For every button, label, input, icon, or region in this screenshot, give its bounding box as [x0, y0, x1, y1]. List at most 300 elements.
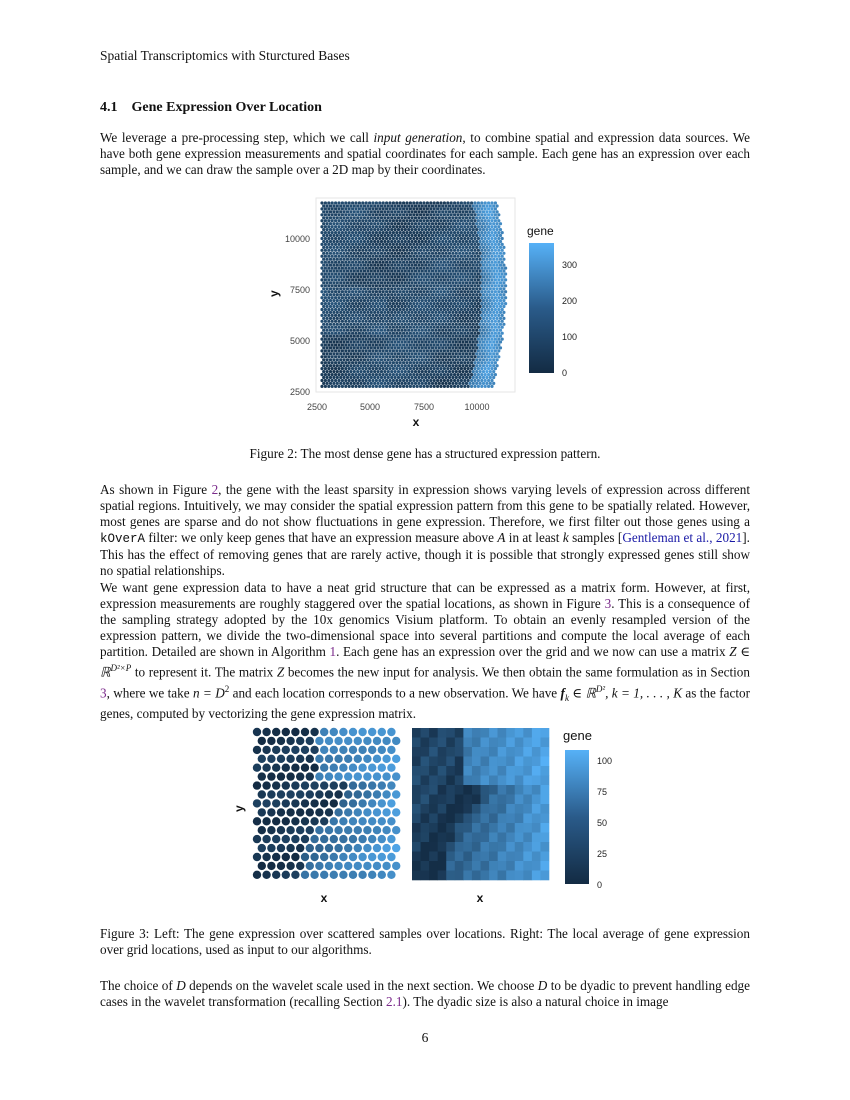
spot: [392, 237, 395, 240]
spot: [327, 361, 330, 364]
spot: [429, 355, 432, 358]
spot: [438, 275, 441, 278]
spot: [445, 204, 448, 207]
spot: [395, 326, 398, 329]
spot: [349, 728, 357, 736]
spot: [502, 264, 505, 267]
spot: [441, 299, 444, 302]
spot: [344, 326, 347, 329]
spot: [370, 287, 373, 290]
spot: [348, 213, 351, 216]
spot: [417, 352, 420, 355]
spot: [424, 287, 427, 290]
spot: [332, 329, 335, 332]
grid-cell: [463, 871, 472, 881]
spot: [472, 311, 475, 314]
spot: [439, 320, 442, 323]
spot: [445, 346, 448, 349]
spot: [394, 264, 397, 267]
spot: [497, 243, 500, 246]
spot: [443, 267, 446, 270]
spot: [475, 358, 478, 361]
grid-cell: [506, 833, 515, 843]
spot: [496, 293, 499, 296]
spot: [354, 737, 362, 745]
spot: [462, 210, 465, 213]
spot: [394, 240, 397, 243]
text: We want gene expression data to have a neat grid structure that can be expressed as a matrix form. However, at first, expression measurements are roughly staggered over the spatial locations, as shown in Figure: [100, 580, 750, 612]
grid-cell: [412, 823, 421, 833]
spot: [475, 293, 478, 296]
spot: [443, 272, 446, 275]
spot: [351, 290, 354, 293]
spot: [258, 826, 266, 834]
spot: [375, 261, 378, 264]
spot: [339, 781, 347, 789]
spot: [497, 349, 500, 352]
spot: [329, 346, 332, 349]
spot: [411, 352, 414, 355]
spot: [490, 349, 493, 352]
spot: [434, 352, 437, 355]
spot: [421, 358, 424, 361]
spot: [320, 764, 328, 772]
spot: [363, 311, 366, 314]
spot: [494, 201, 497, 204]
spot: [322, 305, 325, 308]
algorithm-link[interactable]: 1: [329, 644, 337, 660]
spot: [438, 364, 441, 367]
citation-link[interactable]: Gentleman et al., 2021: [622, 530, 743, 546]
spot: [387, 264, 390, 267]
spot: [421, 234, 424, 237]
grid-cell: [455, 833, 464, 843]
spot: [385, 231, 388, 234]
spot: [473, 379, 476, 382]
spot: [320, 361, 323, 364]
spot: [467, 361, 470, 364]
spot: [407, 340, 410, 343]
spot: [448, 340, 451, 343]
legend-tick: 0: [562, 368, 568, 378]
spot: [348, 355, 351, 358]
spot: [395, 201, 398, 204]
spot: [407, 281, 410, 284]
spot: [337, 361, 340, 364]
spot: [385, 278, 388, 281]
grid-cell: [515, 766, 524, 776]
spot: [380, 358, 383, 361]
spot: [455, 275, 458, 278]
spot: [344, 308, 347, 311]
spot: [407, 299, 410, 302]
spot: [334, 278, 337, 281]
spot: [349, 222, 352, 225]
spot: [324, 320, 327, 323]
spot: [327, 201, 330, 204]
grid-cell: [498, 852, 507, 862]
spot: [387, 299, 390, 302]
spot: [453, 237, 456, 240]
figure-link[interactable]: 3: [604, 596, 612, 612]
spot: [368, 201, 371, 204]
spot: [492, 264, 495, 267]
spot: [402, 219, 405, 222]
spot: [395, 355, 398, 358]
section-link[interactable]: 2.1: [386, 994, 403, 1010]
spot: [402, 267, 405, 270]
spot: [349, 210, 352, 213]
spot: [397, 311, 400, 314]
grid-cell: [472, 823, 481, 833]
grid-cell: [489, 823, 498, 833]
spot: [465, 252, 468, 255]
spot: [346, 240, 349, 243]
spot: [332, 317, 335, 320]
spot: [468, 222, 471, 225]
spot: [479, 216, 482, 219]
spot: [286, 844, 294, 852]
spot: [327, 219, 330, 222]
spot: [332, 305, 335, 308]
spot: [351, 255, 354, 258]
spot: [377, 346, 380, 349]
spot: [388, 373, 391, 376]
spot: [351, 308, 354, 311]
spot: [385, 207, 388, 210]
spot: [463, 379, 466, 382]
spot: [479, 335, 482, 338]
math-superscript: D²×P: [110, 663, 132, 674]
spot: [326, 234, 329, 237]
grid-cell: [412, 814, 421, 824]
spot: [411, 246, 414, 249]
grid-cell: [421, 766, 430, 776]
spot: [448, 346, 451, 349]
spot: [399, 237, 402, 240]
spot: [490, 207, 493, 210]
spot: [450, 338, 453, 341]
spot: [334, 826, 342, 834]
spot: [343, 228, 346, 231]
spot: [339, 340, 342, 343]
spot: [473, 320, 476, 323]
spot: [326, 382, 329, 385]
spot: [462, 335, 465, 338]
spot: [324, 338, 327, 341]
grid-cell: [523, 804, 532, 814]
spot: [436, 338, 439, 341]
spot: [497, 332, 500, 335]
spot: [468, 281, 471, 284]
spot: [397, 210, 400, 213]
spot: [409, 255, 412, 258]
spot: [479, 346, 482, 349]
spot: [377, 204, 380, 207]
spot: [407, 246, 410, 249]
figure-link[interactable]: 2: [211, 482, 219, 497]
spot: [405, 272, 408, 275]
spot: [458, 269, 461, 272]
spot: [411, 275, 414, 278]
spot: [480, 379, 483, 382]
spot: [360, 264, 363, 267]
spot: [412, 225, 415, 228]
spot: [453, 255, 456, 258]
spot: [485, 317, 488, 320]
spot: [431, 216, 434, 219]
spot: [485, 335, 488, 338]
spot: [282, 728, 290, 736]
spot: [353, 329, 356, 332]
grid-cell: [532, 852, 541, 862]
page-number: 6: [421, 1030, 429, 1045]
spot: [348, 338, 351, 341]
spot: [499, 234, 502, 237]
grid-cell: [498, 795, 507, 805]
grid-cell: [498, 842, 507, 852]
spot: [485, 352, 488, 355]
spot: [282, 853, 290, 861]
spot: [395, 361, 398, 364]
spot: [462, 382, 465, 385]
spot: [485, 293, 488, 296]
spot: [390, 210, 393, 213]
spot: [368, 267, 371, 270]
spot: [409, 314, 412, 317]
spot: [348, 243, 351, 246]
spot: [496, 258, 499, 261]
spot: [378, 835, 386, 843]
spot: [421, 204, 424, 207]
spot: [332, 299, 335, 302]
spot: [473, 367, 476, 370]
spot: [482, 252, 485, 255]
spot: [337, 296, 340, 299]
spot: [370, 246, 373, 249]
spot: [383, 364, 386, 367]
spot: [448, 317, 451, 320]
spot: [436, 385, 439, 388]
spot: [383, 216, 386, 219]
spot: [451, 335, 454, 338]
spot: [383, 228, 386, 231]
spot: [416, 201, 419, 204]
spot: [492, 204, 495, 207]
spot: [354, 267, 357, 270]
spot: [365, 379, 368, 382]
spot: [366, 317, 369, 320]
spot: [455, 204, 458, 207]
spot: [429, 272, 432, 275]
spot: [409, 284, 412, 287]
grid-cell: [523, 795, 532, 805]
grid-cell: [463, 738, 472, 748]
spot: [496, 358, 499, 361]
spot: [387, 340, 390, 343]
spot: [363, 358, 366, 361]
spot: [339, 370, 342, 373]
grid-cell: [421, 738, 430, 748]
spot: [337, 255, 340, 258]
spot: [346, 311, 349, 314]
section-link[interactable]: 3: [100, 685, 107, 701]
spot: [339, 275, 342, 278]
spot: [422, 219, 425, 222]
spot: [494, 290, 497, 293]
spot: [494, 231, 497, 234]
grid-cell: [472, 738, 481, 748]
spot: [411, 358, 414, 361]
spot: [373, 246, 376, 249]
spot: [462, 281, 465, 284]
grid-cell: [438, 861, 447, 871]
spot: [446, 249, 449, 252]
spot: [375, 267, 378, 270]
spot: [484, 367, 487, 370]
spot: [477, 385, 480, 388]
spot: [395, 261, 398, 264]
spot: [397, 216, 400, 219]
spot: [414, 275, 417, 278]
spot: [370, 269, 373, 272]
spot: [429, 314, 432, 317]
spot: [370, 352, 373, 355]
spot: [458, 370, 461, 373]
spot: [354, 355, 357, 358]
spot: [399, 302, 402, 305]
spot: [329, 340, 332, 343]
spot: [365, 201, 368, 204]
grid-cell: [463, 804, 472, 814]
spot: [343, 234, 346, 237]
grid-cell: [438, 776, 447, 786]
spot: [339, 264, 342, 267]
spot: [378, 314, 381, 317]
spot: [479, 382, 482, 385]
spot: [421, 293, 424, 296]
spot: [431, 305, 434, 308]
spot: [375, 349, 378, 352]
spot: [502, 287, 505, 290]
spot: [349, 382, 352, 385]
spot: [382, 361, 385, 364]
spot: [368, 361, 371, 364]
spot: [349, 228, 352, 231]
spot: [337, 314, 340, 317]
spot: [272, 799, 280, 807]
spot: [436, 272, 439, 275]
spot: [387, 311, 390, 314]
spot: [380, 275, 383, 278]
spot: [424, 293, 427, 296]
spot: [448, 252, 451, 255]
spot: [475, 305, 478, 308]
spot: [422, 207, 425, 210]
spot: [465, 234, 468, 237]
spot: [344, 201, 347, 204]
spot: [439, 261, 442, 264]
spot: [291, 835, 299, 843]
spot: [473, 349, 476, 352]
spot: [416, 278, 419, 281]
spot: [462, 305, 465, 308]
spot: [324, 267, 327, 270]
spot: [419, 284, 422, 287]
spot: [470, 296, 473, 299]
spot: [446, 320, 449, 323]
spot: [326, 305, 329, 308]
grid-cell: [532, 823, 541, 833]
spot: [387, 228, 390, 231]
spot: [375, 201, 378, 204]
spot: [349, 299, 352, 302]
spot: [446, 296, 449, 299]
spot: [460, 278, 463, 281]
spot: [472, 210, 475, 213]
spot: [451, 329, 454, 332]
spot: [450, 349, 453, 352]
spot: [392, 385, 395, 388]
grid-cell: [506, 728, 515, 738]
spot: [387, 871, 395, 879]
spot: [332, 376, 335, 379]
spot: [431, 258, 434, 261]
spot: [346, 323, 349, 326]
spot: [378, 296, 381, 299]
spot: [351, 213, 354, 216]
spot: [496, 299, 499, 302]
spot: [462, 216, 465, 219]
spot: [501, 243, 504, 246]
spot: [439, 225, 442, 228]
spot: [361, 249, 364, 252]
spot: [368, 213, 371, 216]
spot: [399, 338, 402, 341]
spot: [371, 379, 374, 382]
spot: [368, 385, 371, 388]
spot: [370, 340, 373, 343]
spot: [484, 231, 487, 234]
spot: [450, 225, 453, 228]
spot: [429, 255, 432, 258]
spot: [490, 343, 493, 346]
spot: [325, 862, 333, 870]
spot: [480, 243, 483, 246]
grid-cell: [498, 804, 507, 814]
spot: [351, 349, 354, 352]
spot: [262, 728, 270, 736]
spot: [470, 225, 473, 228]
grid-cell: [498, 823, 507, 833]
spot: [443, 326, 446, 329]
spot: [439, 272, 442, 275]
spot: [329, 311, 332, 314]
x-tick-label: 2500: [306, 402, 328, 412]
spot: [475, 234, 478, 237]
spot: [349, 240, 352, 243]
spot: [494, 225, 497, 228]
spot: [451, 358, 454, 361]
spot: [431, 376, 434, 379]
spot: [301, 746, 309, 754]
spot: [480, 326, 483, 329]
spot: [448, 293, 451, 296]
spot: [448, 275, 451, 278]
spot: [385, 320, 388, 323]
spot: [416, 373, 419, 376]
spot: [392, 290, 395, 293]
